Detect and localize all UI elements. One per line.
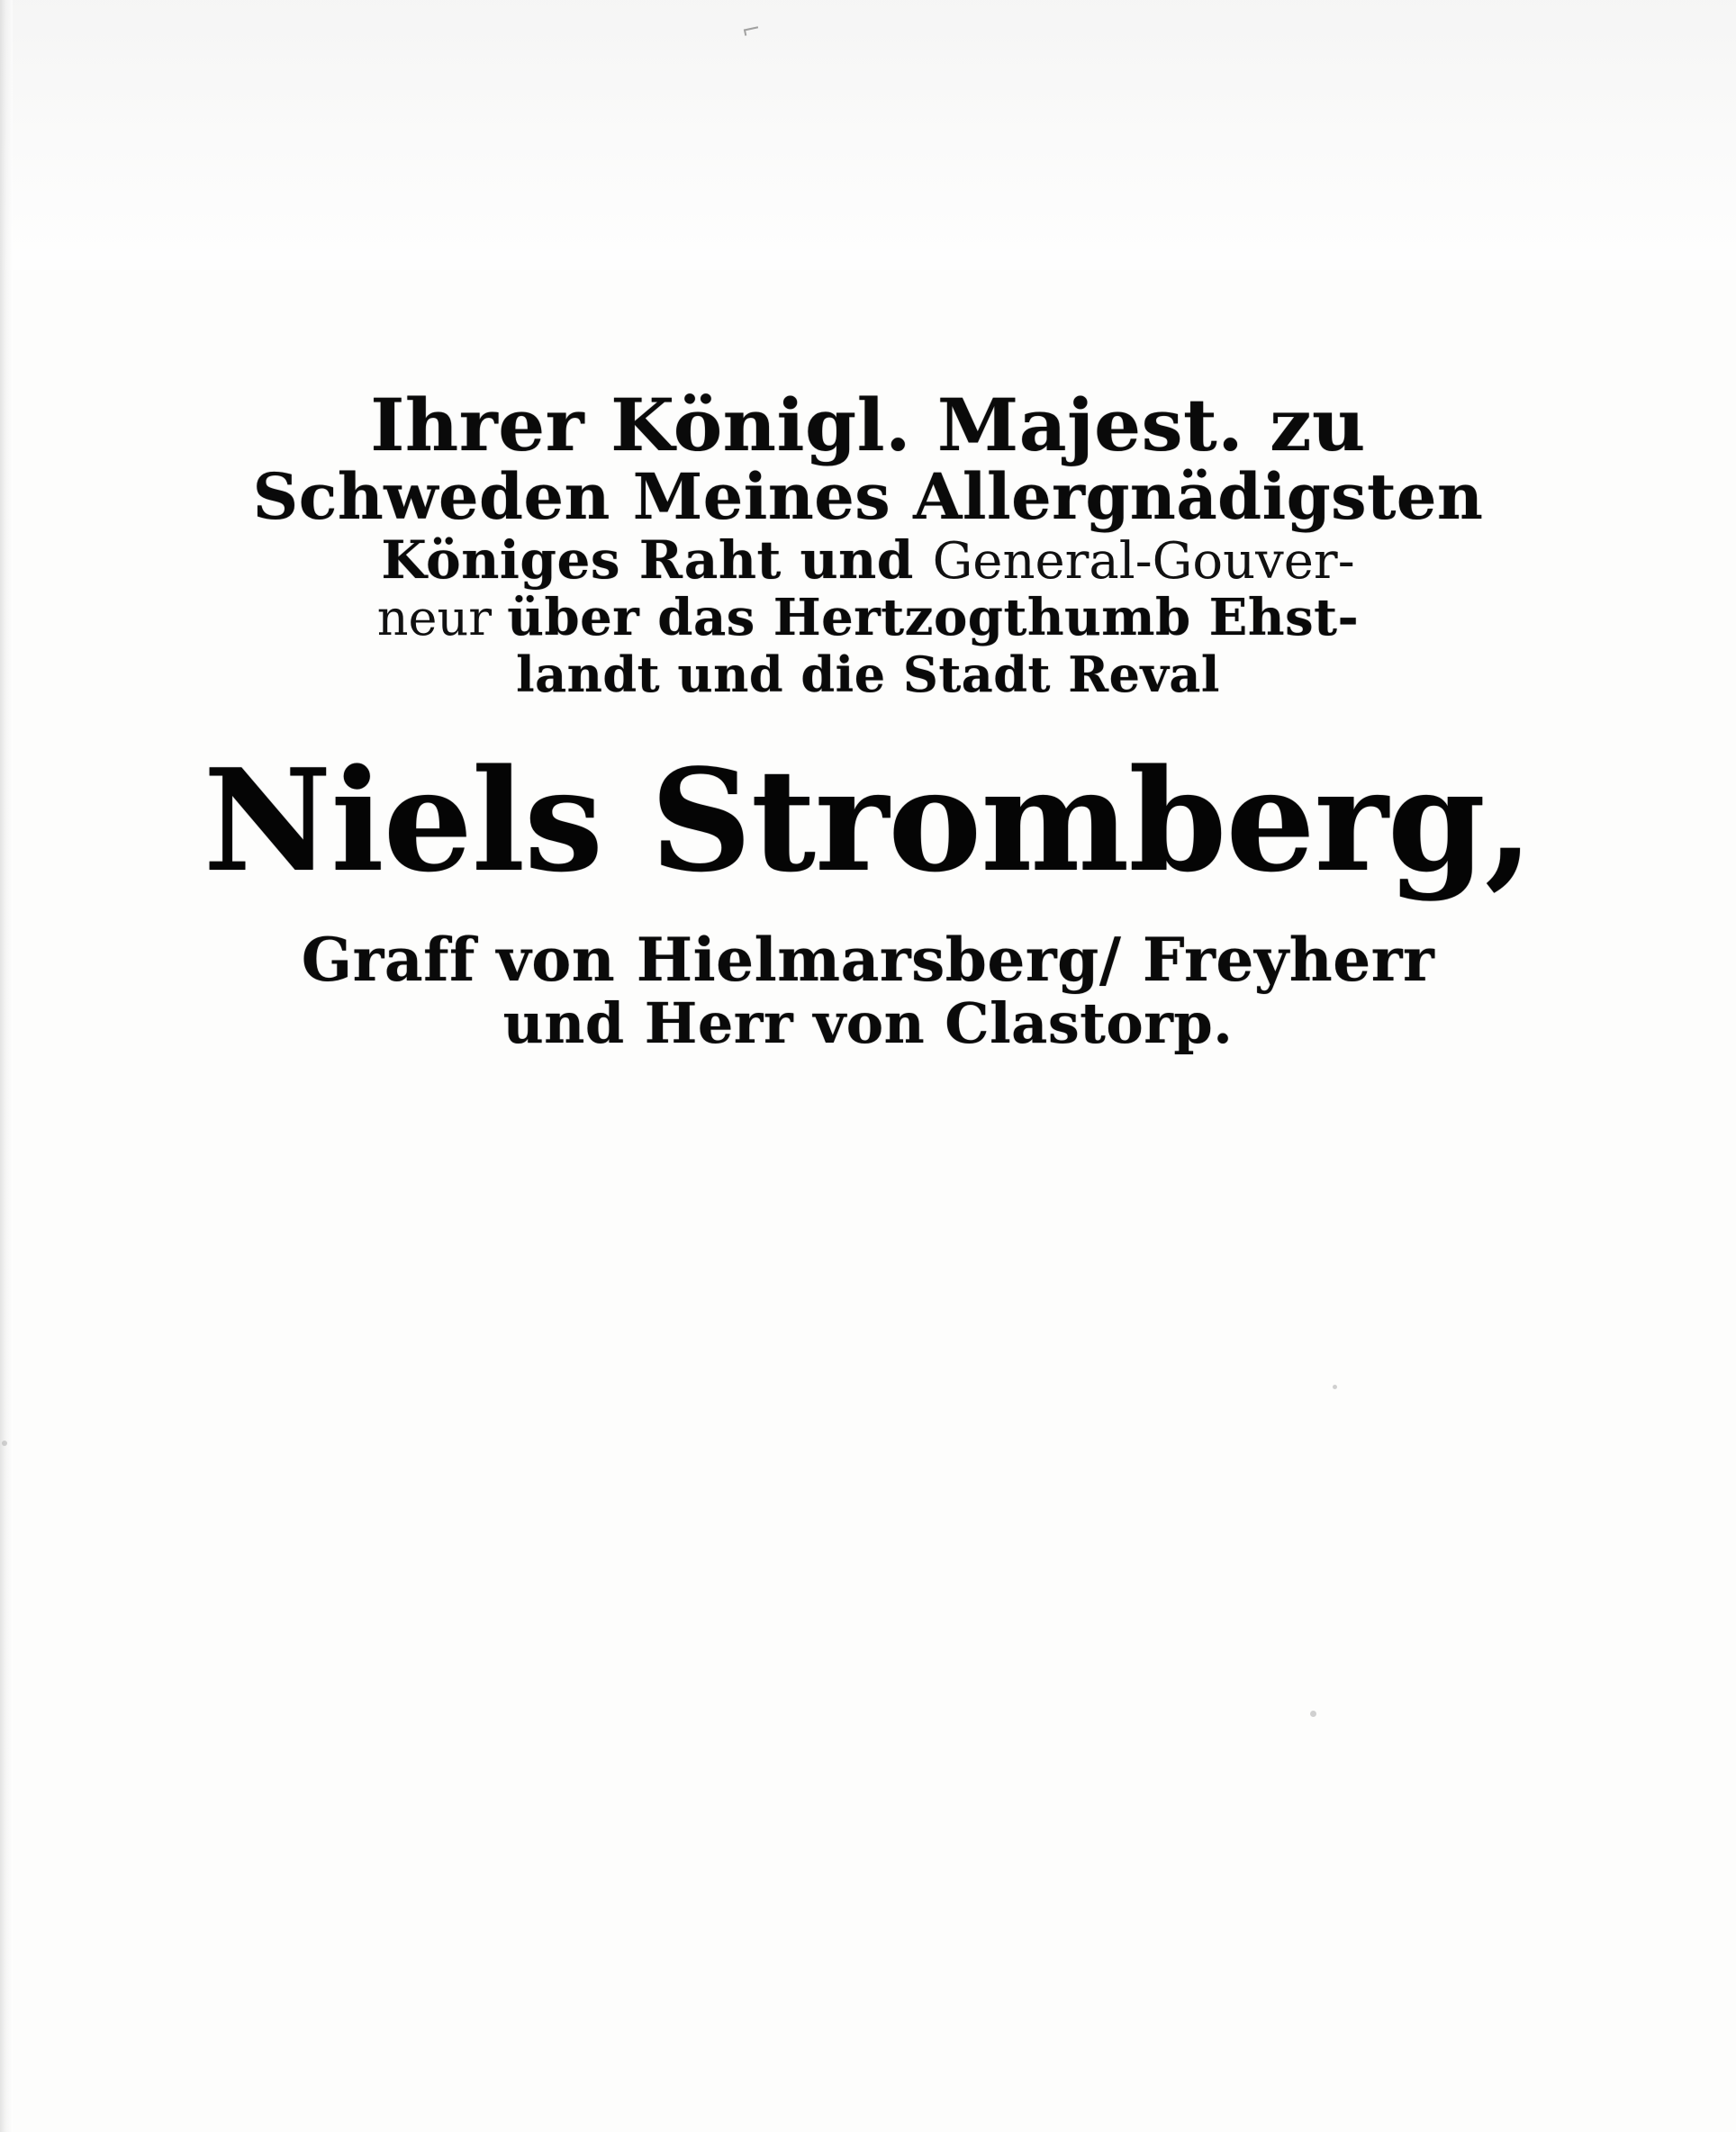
- title-line-3-roman: General-Gouver-: [932, 531, 1355, 591]
- title-block: [0, 383, 1736, 1057]
- scan-speck: [1310, 1711, 1316, 1717]
- title-line-3-fraktur: Königes Raht und: [381, 528, 933, 591]
- scan-left-gutter: [0, 0, 13, 2132]
- title-line-4-roman: neur: [376, 590, 508, 647]
- title-line-4-fraktur: über das Hertzogthumb Ehst-: [507, 588, 1360, 648]
- title-line-7: und Herr von Clastorp.: [502, 990, 1234, 1057]
- scan-speck: [2, 1441, 7, 1446]
- title-line-3: [0, 528, 1736, 591]
- scan-corner-artifact: ⌐: [738, 14, 764, 46]
- person-name: Niels Stromberg,: [203, 737, 1533, 903]
- title-line-1: Ihrer Königl. Majest. zu: [370, 383, 1366, 467]
- title-line-2: Schweden Meines Allergnädigsten: [252, 459, 1484, 534]
- scan-speck: [1333, 1385, 1337, 1389]
- title-line-6: Graff von Hielmarsberg/ Freyherr: [301, 924, 1435, 995]
- title-line-5: landt und die Stadt Reval: [516, 646, 1220, 704]
- scan-top-shading: [0, 0, 1736, 270]
- title-line-4: [0, 590, 1736, 647]
